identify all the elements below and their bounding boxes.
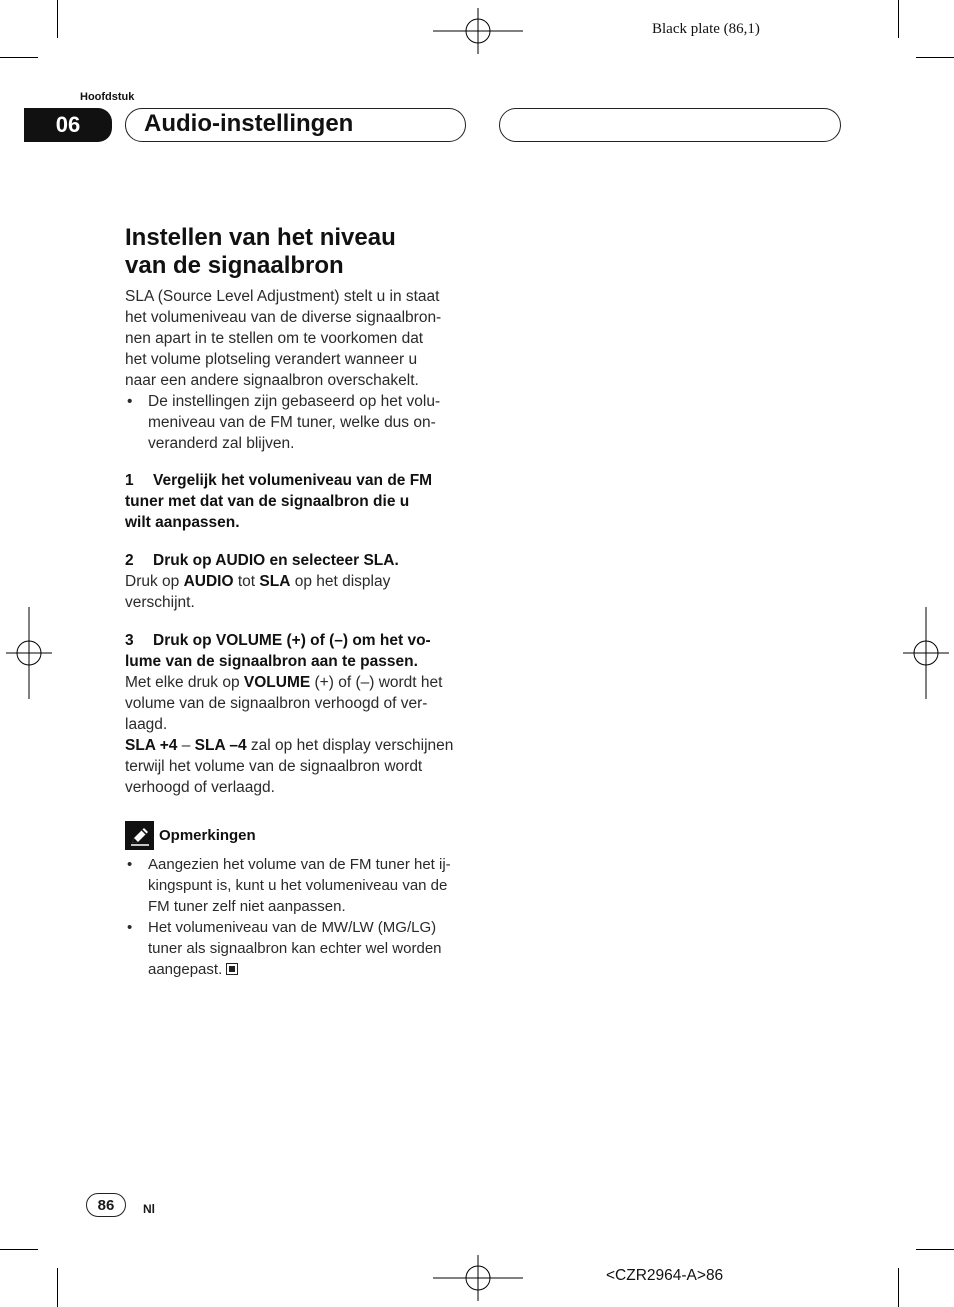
audio-key: AUDIO (183, 573, 234, 590)
registration-mark-left (6, 607, 52, 699)
sla-plus-label: SLA +4 (125, 737, 178, 754)
text-line: FM tuner zelf niet aanpassen. (148, 898, 346, 915)
chapter-title-box-empty (499, 108, 841, 142)
text-line: verhoogd of verlaagd. (125, 779, 275, 796)
pencil-note-icon (125, 821, 154, 850)
plate-label: Black plate (86,1) (652, 21, 760, 37)
page-number: 86 (86, 1193, 126, 1217)
text-line: nen apart in te stellen om te voorkomen dat (125, 330, 424, 347)
step-2-heading (125, 550, 470, 571)
notes-heading (125, 821, 470, 850)
text-line: veranderd zal blijven. (148, 435, 295, 452)
text-line: terwijl het volume van de signaalbron wordt (125, 758, 423, 775)
text-run: op het display (290, 573, 391, 590)
section-label: Hoofdstuk (80, 91, 135, 103)
section-title-line: van de signaalbron (125, 252, 344, 279)
text-line: meniveau van de FM tuner, welke dus on- (148, 414, 436, 431)
registration-mark-right (903, 607, 949, 699)
text-run: Met elke druk op (125, 674, 244, 691)
text-run: (+) of (–) wordt het (310, 674, 443, 691)
step-number: 1 (125, 472, 134, 489)
chapter-title-box (125, 108, 466, 142)
notes-title: Opmerkingen (159, 827, 256, 844)
note-item (125, 917, 470, 980)
main-column (125, 224, 470, 980)
text-run: – (177, 737, 195, 754)
text-line: • De instellingen zijn gebaseerd op het volu- (148, 393, 441, 410)
section-title-line: Instellen van het niveau (125, 224, 396, 251)
text-line: wilt aanpassen. (125, 514, 240, 531)
text-line: tuner met dat van de signaalbron die u (125, 493, 410, 510)
text-line: SLA (Source Level Adjustment) stelt u in staat (125, 288, 440, 305)
text-line: verschijnt. (125, 594, 195, 611)
text-line: kingspunt is, kunt u het volumeniveau van de (148, 877, 448, 894)
bullet-item (125, 391, 470, 454)
text-run: zal op het display verschijnen (246, 737, 454, 754)
step-number: 3 (125, 632, 134, 649)
document-code: <CZR2964-A>86 (606, 1267, 724, 1284)
text-line: Vergelijk het volumeniveau van de FM (153, 472, 433, 489)
sla-minus-label: SLA –4 (194, 737, 247, 754)
text-line: laagd. (125, 716, 168, 733)
text-run: Druk op (125, 573, 184, 590)
end-of-section-icon (226, 963, 238, 975)
text-line: volume van de signaalbron verhoogd of ver- (125, 695, 428, 712)
chapter-number: 06 (24, 108, 112, 142)
text-line: Druk op AUDIO en selecteer SLA. (153, 552, 399, 569)
step-number: 2 (125, 552, 134, 569)
text-run: tot (233, 573, 260, 590)
text-line: het volume plotseling verandert wanneer u (125, 351, 418, 368)
note-item (125, 854, 470, 917)
registration-mark-bottom (433, 1255, 523, 1301)
language-code: Nl (143, 1202, 155, 1216)
text-line: lume van de signaalbron aan te passen. (125, 653, 418, 670)
step-2-body (125, 571, 470, 613)
volume-key: VOLUME (243, 674, 311, 691)
step-1-heading (125, 470, 470, 533)
text-line: Druk op VOLUME (+) of (–) om het vo- (153, 632, 431, 649)
intro-paragraph (125, 286, 470, 391)
registration-mark-top (433, 8, 523, 54)
text-line: • Het volumeniveau van de MW/LW (MG/LG) (148, 919, 437, 936)
text-line: het volumeniveau van de diverse signaalbron- (125, 309, 442, 326)
text-line: • Aangezien het volume van de FM tuner het ij- (148, 856, 451, 873)
text-line: tuner als signaalbron kan echter wel worden (148, 940, 442, 957)
sla-label: SLA (259, 573, 291, 590)
section-title (125, 224, 470, 280)
chapter-title: Audio-instellingen (144, 110, 354, 137)
text-line: naar een andere signaalbron overschakelt. (125, 372, 419, 389)
step-3-heading (125, 630, 470, 672)
step-3-body (125, 672, 470, 798)
text-line: aangepast. (148, 961, 223, 978)
